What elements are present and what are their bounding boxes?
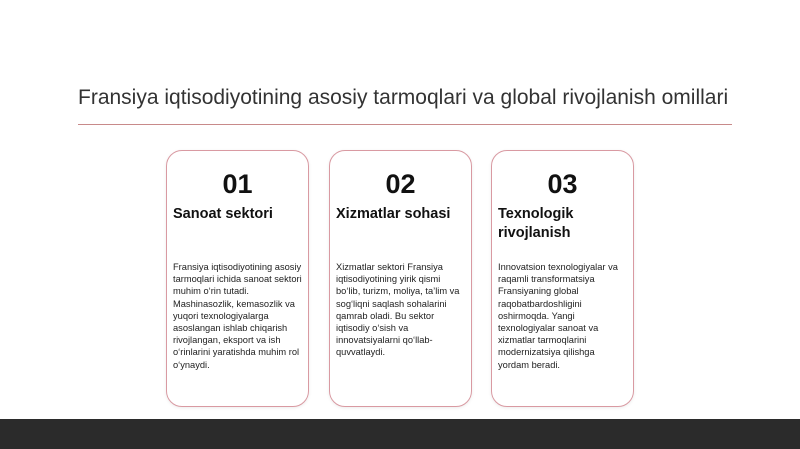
card-sanoat-sektori [166,150,309,407]
card-heading: Texnologik rivojlanish [498,206,574,241]
card-heading: Sanoat sektori [173,206,273,222]
card-number: 01 [222,169,253,199]
title-divider [78,124,732,125]
footer-bar [0,419,800,449]
card-number: 03 [547,169,578,199]
card-number: 02 [385,169,416,199]
slide-title: Fransiya iqtisodiyotining asosiy tarmoqlari va global rivojlanish omillari [78,86,729,109]
card-heading: Xizmatlar sohasi [336,206,451,222]
card-text: Fransiya iqtisodiyotining asosiy tarmoqlari ichida sanoat sektori muhim o‘rin tutadi. Mashinasozlik, kemasozlik va yuqori texnologiyalarga asoslangan ishlab chiqarish rivojlangan, eksport va ish o‘rinlarini yaratishda muhim rol o‘ynaydi. [173,262,302,370]
card-text: Xizmatlar sektori Fransiya iqtisodiyotining yirik qismi bo‘lib, turizm, moliya, ta’lim va sog‘liqni saqlash sohalarini qamrab oladi. Bu sektor iqtisodiy o‘sish va innovatsiyalarni qo‘llab-quvvatlaydi. [336,262,460,358]
card-text: Innovatsion texnologiyalar va raqamli transformatsiya Fransiyaning global raqobatbardoshligini oshirmoqda. Yangi texnologiyalar sanoat va xizmatlar tarmoqlarini modernizatsiya qilishga yordam beradi. [498,262,618,370]
card-texnologik-rivojlanish [491,150,634,407]
card-xizmatlar-sohasi [329,150,472,407]
